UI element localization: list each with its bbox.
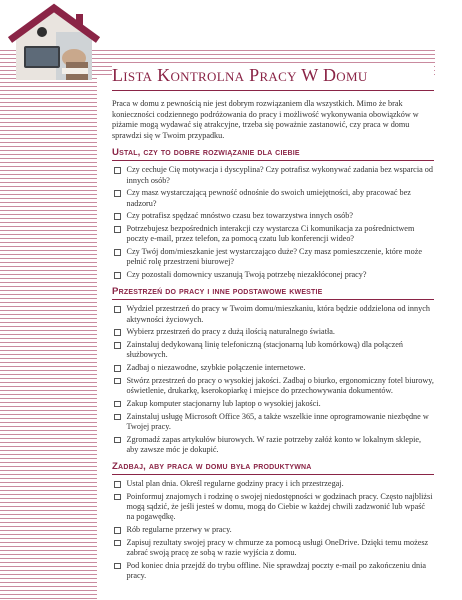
list-item: Zgromadź zapas artykułów biurowych. W razie potrzeby załóż konto w lokalnym sklepie, aby zawsze móc je dokupić.	[112, 435, 434, 455]
checkbox[interactable]	[114, 213, 121, 220]
house-photo-icon	[4, 2, 104, 82]
list-item: Stwórz przestrzeń do pracy o wysokiej jakości. Zadbaj o biurko, ergonomiczny fotel biurowy, oświetlenie, drukarkę, kserokopiarkę i miejsce do przechowywania dokumentów.	[112, 376, 434, 396]
page-title: Lista Kontrolna Pracy W Domu	[112, 64, 434, 91]
checkbox[interactable]	[114, 342, 121, 349]
list-item: Czy Twój dom/mieszkanie jest wystarczająco duże? Czy masz pomieszczenie, które może pełnić rolę przestrzeni biurowej?	[112, 247, 434, 267]
list-item: Pod koniec dnia przejdź do trybu offline. Nie sprawdzaj poczty e-mail po zakończeniu dnia pracy.	[112, 561, 434, 581]
list-item: Zakup komputer stacjonarny lub laptop o wysokiej jakości.	[112, 399, 434, 409]
list-item: Wybierz przestrzeń do pracy z dużą ilością naturalnego światła.	[112, 327, 434, 337]
section-heading-workspace: Przestrzeń do pracy i inne podstawowe kwestie	[112, 286, 434, 300]
checkbox[interactable]	[114, 190, 121, 197]
list-item: Czy potrafisz spędzać mnóstwo czasu bez towarzystwa innych osób?	[112, 211, 434, 221]
checklist-fit	[112, 165, 434, 280]
checkbox[interactable]	[114, 563, 121, 570]
checkbox[interactable]	[114, 527, 121, 534]
checkbox[interactable]	[114, 306, 121, 313]
checklist-content	[112, 64, 434, 584]
list-item: Wydziel przestrzeń do pracy w Twoim domu/mieszkaniu, która będzie oddzielona od innych aktywności życiowych.	[112, 304, 434, 324]
intro-paragraph: Praca w domu z pewnością nie jest dobrym rozwiązaniem dla wszystkich. Mimo że brak konieczności codziennego podróżowania do pracy i możliwość wykonywania obowiązków w piżamie mogą wydawać się atrakcyjne, trzeba się poważnie zastanowić, czy praca w domu sprawdzi się w Twoim przypadku.	[112, 99, 419, 140]
list-item: Rób regularne przerwy w pracy.	[112, 525, 434, 535]
checkbox[interactable]	[114, 494, 121, 501]
section-heading-productive: Zadbaj, aby praca w domu była produktywna	[112, 461, 434, 475]
list-item: Zapisuj rezultaty swojej pracy w chmurze za pomocą usługi OneDrive. Dzięki temu możesz zabrać swoją pracę ze sobą w razie wyjścia z domu.	[112, 538, 434, 558]
decorative-stripes	[0, 50, 97, 600]
list-item: Czy masz wystarczającą pewność odnośnie do swoich umiejętności, aby pracować bez nadzoru?	[112, 188, 434, 208]
checkbox[interactable]	[114, 414, 121, 421]
checkbox[interactable]	[114, 272, 121, 279]
list-item: Zainstaluj usługę Microsoft Office 365, a także wszelkie inne oprogramowanie niezbędne w Twojej pracy.	[112, 412, 434, 432]
checkbox[interactable]	[114, 329, 121, 336]
checkbox[interactable]	[114, 437, 121, 444]
checkbox[interactable]	[114, 401, 121, 408]
list-item: Ustal plan dnia. Określ regularne godziny pracy i ich przestrzegaj.	[112, 479, 434, 489]
checkbox[interactable]	[114, 249, 121, 256]
checkbox[interactable]	[114, 226, 121, 233]
checkbox[interactable]	[114, 167, 121, 174]
checkbox[interactable]	[114, 365, 121, 372]
checkbox[interactable]	[114, 378, 121, 385]
list-item: Czy pozostali domownicy uszanują Twoją potrzebę niezakłóconej pracy?	[112, 270, 434, 280]
list-item: Poinformuj znajomych i rodzinę o swojej niedostępności w godzinach pracy. Często najbliżsi mogą sądzić, że jeśli jesteś w domu, mogą do Ciebie w każdej chwili zadzwonić lub wpaść na pogawędkę.	[112, 492, 434, 523]
list-item: Potrzebujesz bezpośrednich interakcji czy wystarcza Ci komunikacja za pośrednictwem poczty e-mail, przez telefon, za pomocą czatu lub konferencji wideo?	[112, 224, 434, 244]
list-item: Zadbaj o niezawodne, szybkie połączenie internetowe.	[112, 363, 434, 373]
list-item: Czy cechuje Cię motywacja i dyscyplina? Czy potrafisz wykonywać zadania bez wsparcia od innych osób?	[112, 165, 434, 185]
checklist-productive	[112, 479, 434, 581]
list-item: Zainstaluj dedykowaną linię telefoniczną (stacjonarną lub komórkową) dla połączeń służbowych.	[112, 340, 434, 360]
checkbox[interactable]	[114, 481, 121, 488]
checkbox[interactable]	[114, 540, 121, 547]
checklist-workspace	[112, 304, 434, 455]
section-heading-fit: Ustal, czy to dobre rozwiązanie dla ciebie	[112, 147, 434, 161]
